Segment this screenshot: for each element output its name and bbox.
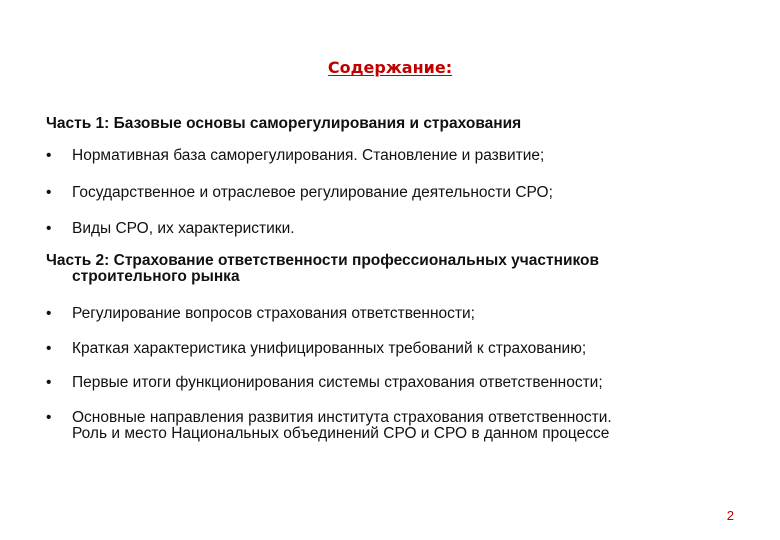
list-item <box>46 375 736 391</box>
list-item-text: Первые итоги функционирования системы страхования ответственности; <box>72 374 603 391</box>
list-item <box>46 185 736 201</box>
list-item-text: Государственное и отраслевое регулирование деятельности СРО; <box>72 184 553 201</box>
list-item <box>46 148 736 164</box>
bullet-icon: • <box>46 340 52 357</box>
bullet-icon: • <box>46 147 52 164</box>
list-item-text: Регулирование вопросов страхования ответственности; <box>72 305 475 322</box>
list-item-text-line2: Роль и место Национальных объединений СРО и СРО в данном процессе <box>72 425 610 442</box>
bullet-icon: • <box>46 374 52 391</box>
list-item-text-line1: Основные направления развития института страхования ответственности. <box>72 409 612 426</box>
page-title: Содержание: <box>327 58 453 77</box>
part1-heading-text: Часть 1: Базовые основы саморегулирования и страхования <box>46 115 522 132</box>
list-item-text <box>72 410 736 442</box>
bullet-icon: • <box>46 184 52 201</box>
list-item-text: Нормативная база саморегулирования. Становление и развитие; <box>72 147 545 164</box>
part1-heading <box>46 116 746 132</box>
list-item <box>46 410 736 442</box>
bullet-icon: • <box>46 409 52 426</box>
list-item-text: Виды СРО, их характеристики. <box>72 220 295 237</box>
part2-heading <box>46 253 746 285</box>
part2-heading-line1: Часть 2: Страхование ответственности профессиональных участников <box>46 252 600 269</box>
list-item <box>46 306 736 322</box>
list-item <box>46 221 736 237</box>
bullet-icon: • <box>46 305 52 322</box>
page-number: 2 <box>726 508 734 523</box>
list-item-text: Краткая характеристика унифицированных требований к страхованию; <box>72 340 587 357</box>
part2-heading-line2: строительного рынка <box>72 268 240 285</box>
list-item <box>46 341 736 357</box>
bullet-icon: • <box>46 220 52 237</box>
